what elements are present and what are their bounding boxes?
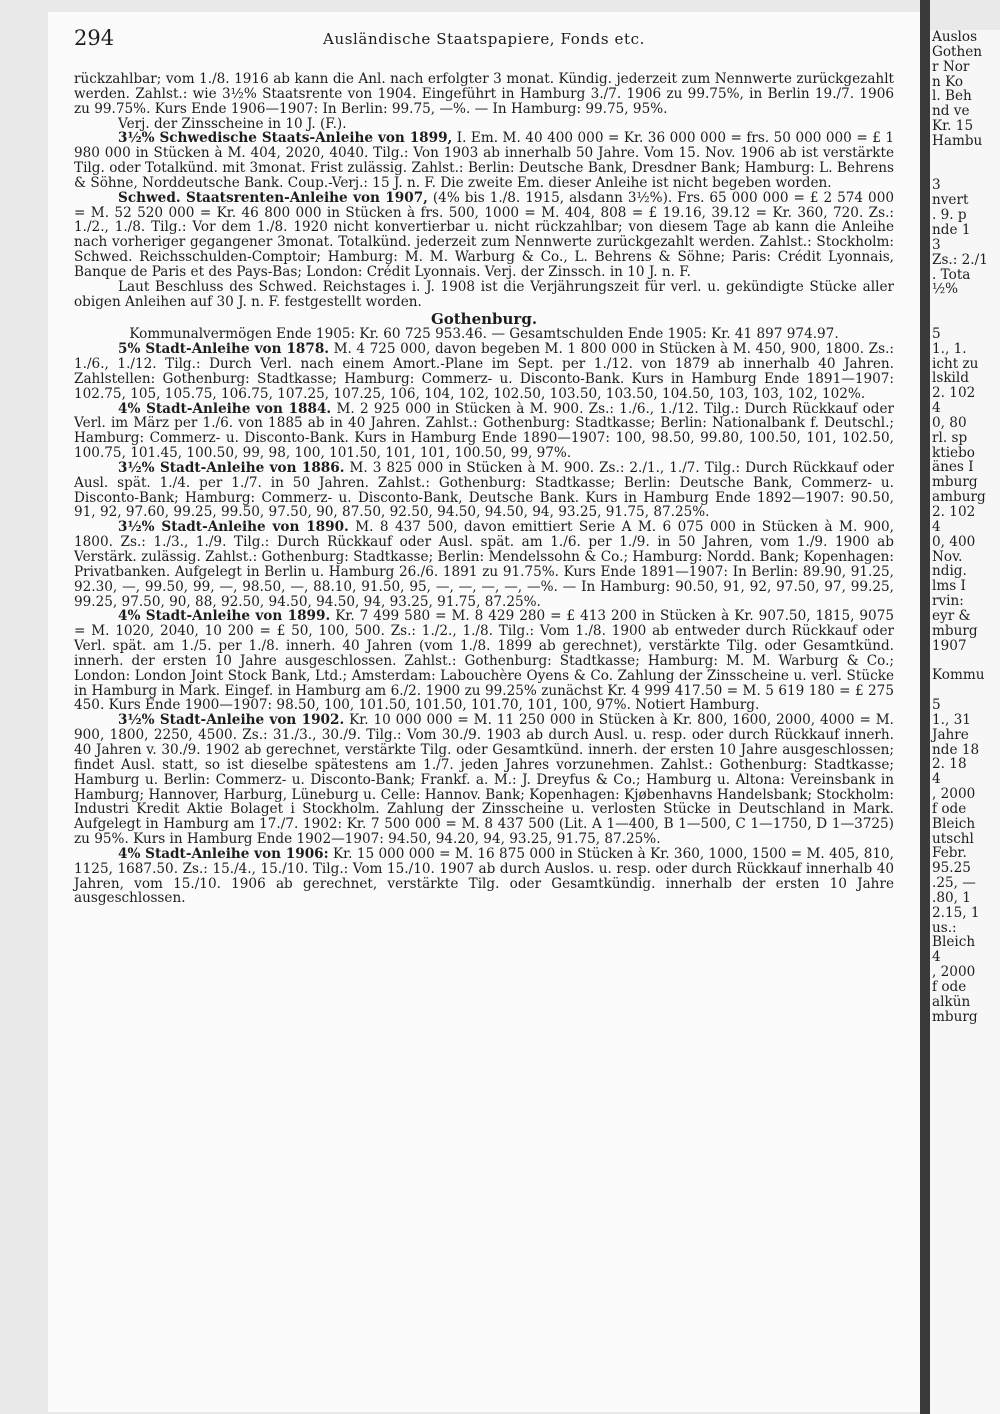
facing-page-line: [932, 149, 1000, 164]
facing-page-line: [932, 312, 1000, 327]
facing-page-line: Kr. 15: [932, 118, 974, 135]
facing-page-line: [932, 164, 1000, 179]
running-title: Ausländische Staatspapiere, Fonds etc.: [323, 30, 645, 48]
facing-page-line: 3: [932, 236, 941, 253]
facing-page-line: r Nor: [932, 58, 970, 75]
facing-page-line: 4: [932, 949, 941, 966]
facing-page-line: 5: [932, 325, 941, 342]
facing-page-line: ktiebo: [932, 444, 975, 461]
facing-page-line: 4: [932, 771, 941, 788]
paragraph-text: M. 4 725 000, davon begeben M. 1 800 000 in Stücken à M. 450, 900, 1800. Zs.: 1./6., 1./12. Tilg.: Durch Verl. nach einem Amort.-Plane im Sept. per 1./12. von 1879 ab innerhalb 40 Jahren. Zahlstellen: Gothenburg: Stadtkasse; Hamburg: Commerz- u. Disconto-Bank. Kurs in Hamburg Ende 1891—1907: 102.75, 105, 105.75, 106.75, 107.25, 107.25, 106, 104, 102, 102.50, 103.50, 103.50, 104.50, 103, 103, 102, 102%.: [74, 341, 894, 402]
paragraph-text: M. 2 925 000 in Stücken à M. 900. Zs.: 1./6., 1./12. Tilg.: Durch Rückkauf oder Verl. im März per 1./6. von 1885 ab in 40 Jahren. Zahlst.: Gothenburg: Stadtkasse; Berlin: Nationalbank f. Deutschl.; Hamburg: Commerz- u. Disconto-Bank. Kurs in Hamburg Ende 1890—1907: 100, 98.50, 99.80, 100.50, 101, 102.50, 100.75, 101.45, 100.50, 99, 98, 100, 101.50, 101, 101, 100.50, 99, 97%.: [74, 400, 894, 462]
facing-page-line: mburg: [932, 1008, 978, 1025]
bond-title: Schwed. Staatsrenten-Anleihe von 1907,: [118, 189, 428, 206]
facing-page-line: 95.25: [932, 860, 971, 877]
bond-entry: [74, 520, 894, 609]
facing-page-line: nvert: [932, 192, 969, 209]
bond-title: 4% Stadt-Anleihe von 1899.: [118, 608, 331, 625]
facing-page-line: , 2000: [932, 964, 976, 981]
facing-page-line: nd ve: [932, 103, 970, 120]
facing-page-line: ndig.: [932, 563, 967, 580]
bond-title: 4% Stadt-Anleihe von 1884.: [118, 400, 332, 417]
paragraph-text: Kr. 7 499 580 = M. 8 429 280 = £ 413 200 in Stücken à Kr. 907.50, 1815, 9075 = M. 1020, 2040, 10 200 = £ 50, 100, 500. Zs.: 1./2., 1./8. Tilg.: Vom 1./8. 1900 ab entweder durch Rückkauf oder Verl. spät. am 1./5. per 1./8. innerh. 40 Jahren (vom 1./8. 1899 ab gerechnet), verstärkte Tilg. oder Gesamtkünd. innerh. der ersten 10 Jahre ausgeschlossen. Zahlst.: Gothenburg: Stadtkasse; Hamburg: M. M. Warburg & Co.; London: London Joint Stock Bank, Ltd.; Amsterdam: Labouchère Oyens & Co. Zahlung der Zinsscheine u. verl. Stücke in Hamburg in Mark. Eingef. in Hamburg am 6./2. 1900 zu 99.25% zunächst Kr. 4 999 417.50 = M. 5 619 180 = £ 275 450. Kurs Ende 1900—1907: 98.50, 100, 101.50, 101.50, 101.70, 101, 100, 97%. Notiert Hamburg.: [74, 608, 895, 714]
facing-page-line: Jahre: [932, 726, 969, 743]
page-number: 294: [74, 26, 115, 50]
facing-page-line: 1., 31: [932, 711, 971, 728]
facing-page-line: nde 18: [932, 741, 980, 758]
facing-page-line: 1907: [932, 637, 967, 654]
page-gutter: [920, 0, 930, 1414]
bond-entry: [74, 402, 894, 461]
facing-page-line: Bleich: [932, 815, 976, 832]
facing-page-line: 4: [932, 518, 941, 535]
facing-page-line: . Tota: [932, 266, 971, 283]
bond-title: 3½% Stadt-Anleihe von 1902.: [118, 712, 345, 729]
facing-page-line: Gothen: [932, 43, 983, 60]
paragraph: [74, 117, 894, 132]
facing-page-line: Auslos: [932, 30, 978, 45]
paragraph-text: Kr. 15 000 000 = M. 16 875 000 in Stücken à Kr. 360, 1000, 1500 = M. 405, 810, 1125, 1687.50. Zs.: 15./4., 15./10. Tilg.: Vom 15./10. 1907 ab durch Auslos. u. resp. oder durch Rückkauf innerhalb 40 Jahren, vom 15./10. 1906 ab gerechnet, verstärkte Tilg. oder Gesamtkündig. innerhalb der ersten 10 Jahre ausgeschlossen.: [74, 845, 894, 907]
facing-page-line: . 9. p: [932, 207, 967, 224]
facing-page-line: utschl: [932, 830, 974, 847]
facing-page-line: 2. 18: [932, 756, 967, 773]
facing-page-line: rl. sp: [932, 429, 968, 446]
bond-title: 5% Stadt-Anleihe von 1878.: [118, 341, 330, 358]
page-header: [74, 12, 894, 62]
facing-page-line: [932, 683, 1000, 698]
bond-entry: [74, 609, 894, 713]
body-text: [74, 72, 894, 906]
paragraph: [74, 72, 894, 117]
facing-page-line: Zs.: 2./1: [932, 251, 988, 268]
bond-entry: [74, 191, 894, 280]
facing-page-line: 2. 102: [932, 385, 976, 402]
facing-page-line: lskild: [932, 370, 969, 387]
facing-page-line: l. Beh: [932, 88, 972, 105]
paragraph-text: M. 8 437 500, davon emittiert Serie A M. 6 075 000 in Stücken à M. 900, 1800. Zs.: 1./3., 1./9. Tilg.: Durch Rückkauf oder Ausl. spät. am 1./6. per 1./9. in 50 Jahren, vom 1./9. 1900 ab Verstärk. zulässig. Zahlst.: Gothenburg: Stadtkasse; Berlin: Mendelssohn & Co.; Hamburg: Nordd. Bank; Kopenhagen: Privatbanken. Aufgelegt in Berlin u. Hamburg 26./6. 1891 zu 91.75%. Kurs Ende 1891—1907: In Berlin: 89.90, 91.25, 92.30, —, 99.50, 99, —, 98.50, —, 88.10, 91.50, 95, —, —, —, —, —%. — In Hamburg: 90.50, 91, 92, 97.50, 97, 99.25, 99.25, 97.50, 90, 88, 92.50, 94.50, 94.50, 94, 93.25, 91.75, 87.25%.: [74, 519, 894, 610]
facing-page-line: 4: [932, 400, 941, 417]
bond-entry: [74, 713, 894, 847]
facing-page-line: mburg: [932, 474, 978, 491]
facing-page-line: Febr.: [932, 845, 967, 862]
facing-page-line: Kommu: [932, 667, 985, 684]
bond-entry: [74, 131, 894, 190]
facing-page-line: f ode: [932, 979, 967, 995]
bond-title: 3½% Schwedische Staats-Anleihe von 1899,: [118, 130, 453, 147]
bond-entry: [74, 342, 894, 401]
facing-page-line: .80, 1: [932, 889, 971, 906]
facing-page-line: 3: [932, 177, 941, 194]
facing-page-line: nde 1: [932, 221, 971, 238]
facing-page-line: Nov.: [932, 548, 963, 565]
facing-page-line: alkün: [932, 993, 971, 1010]
facing-page-line: 1., 1.: [932, 340, 967, 357]
paragraph-text: Verj. der Zinsscheine in 10 J. (F.).: [118, 115, 347, 132]
bond-entry: [74, 461, 894, 520]
facing-page-line: .25, —: [932, 875, 976, 892]
facing-page-line: lms I: [932, 578, 966, 595]
paragraph-text: Kr. 10 000 000 = M. 11 250 000 in Stücken à Kr. 800, 1600, 2000, 4000 = M. 900, 1800, 2250, 4500. Zs.: 31./3., 30./9. Tilg.: Vom 30./9. 1903 ab durch Ausl. u. resp. oder durch Rückkauf innerh. 40 Jahren v. 30./9. 1902 ab gerechnet, verstärkte Tilg. oder Gesamtkünd. innerh. der ersten 10 Jahre ausgeschlossen; findet Ausl. statt, so ist dieselbe spätestens am 1./7. jeden Jahres vorzunehmen. Zahlst.: Gothenburg: Stadtkasse; Hamburg u. Berlin: Commerz- u. Disconto-Bank; Frankf. a. M.: J. Dreyfus & Co.; Hamburg u. Altona: Vereinsbank in Hamburg; Hannover, Harburg, Lüneburg u. Celle: Hannov. Bank; Kopenhagen: Kjøbenhavns Handelsbank; Stockholm: Industri Kredit Aktie Bolaget i Stockholm. Zahlung der Zinsscheine u. verlosten Stücke in Deutschland in Mark. Aufgelegt in Hamburg am 17./7. 1902: Kr. 7 500 000 = M. 8 437 500 (Lit. A 1—400, B 1—500, C 1—1750, D 1—3725) zu 95%. Kurs in Hamburg Ende 1902—1907: 94.50, 94.20, 94, 93.25, 91.75, 87.25%.: [74, 712, 894, 848]
section-heading: Gothenburg.: [430, 309, 538, 328]
facing-page-line: mburg: [932, 622, 978, 639]
facing-page-line: amburg: [932, 489, 986, 506]
facing-page-line: 2. 102: [932, 504, 976, 520]
section-summary: Kommunalvermögen Ende 1905: Kr. 60 725 953.46. — Gesamtschulden Ende 1905: Kr. 41 897 974.97.: [129, 326, 839, 343]
paragraph: [74, 280, 894, 310]
bond-title: 3½% Stadt-Anleihe von 1890.: [118, 519, 349, 536]
paragraph-text: M. 3 825 000 in Stücken à M. 900. Zs.: 2./1., 1./7. Tilg.: Durch Rückkauf oder Ausl. spät. 1./4. per 1./7. in 50 Jahren. Zahlst.: Gothenburg: Stadtkasse; Berlin: Deutsche Bank, Commerz- u. Disconto-Bank; Hamburg: Commerz- u. Disconto-Bank, Deutsche Bank. Kurs in Hamburg Ende 1892—1907: 90.50, 91, 92, 97.60, 99.25, 99.50, 97.50, 90, 87.50, 92.50, 94.50, 94.50, 94, 93.25, 91.75, 87.25%.: [74, 459, 895, 521]
bond-title: 4% Stadt-Anleihe von 1906:: [118, 845, 329, 862]
facing-page-line: 5: [932, 696, 941, 713]
facing-page-line: , 2000: [932, 786, 976, 803]
paragraph-text: Laut Beschluss des Schwed. Reichstages i. J. 1908 ist die Verjährungszeit für verl. u. gekündigte Stücke aller obigen Anleihen auf 30 J. n. F. festgestellt worden.: [74, 278, 894, 310]
paragraph-text: rückzahlbar; vom 1./8. 1916 ab kann die Anl. nach erfolgter 3 monat. Kündig. jederzeit zum Nennwerte zurückgezahlt werden. Zahlst.: wie 3½% Staatsrente von 1904. Eingeführt in Hamburg 3./7. 1906 zu 99.75%, in Berlin 19./7. 1906 zu 99.75%. Kurs Ende 1906—1907: In Berlin: 99.75, —%. — In Hamburg: 99.75, 95%.: [74, 71, 894, 117]
facing-page-fragment: [930, 30, 1000, 1414]
facing-page-line: [932, 297, 1000, 312]
bond-entry: [74, 847, 894, 906]
facing-page-line: n Ko: [932, 73, 964, 90]
paragraph-text: (4% bis 1./8. 1915, alsdann 3½%). Frs. 65 000 000 = £ 2 574 000 = M. 52 520 000 = Kr. 46 800 000 in Stücken à frs. 500, 1000 = M. 404, 808 = £ 19.16, 39.12 = Kr. 360, 720. Zs.: 1./2., 1./8. Tilg.: Vor dem 1./8. 1920 nicht konvertierbar u. nicht rückzahlbar; von diesem Tage ab kann die Anleihe nach vorheriger gegangener 3monat. Totalkünd. jederzeit zum Nennwerte zurückgezahlt werden. Zahlst.: Stockholm: Schwed. Reichsschulden-Comptoir; Hamburg: M. M. Warburg & Co., L. Behrens & Söhne; Paris: Crédit Lyonnais, Banque de Paris et des Pays-Bas; London: Crédit Lyonnais. Verj. der Zinssch. in 10 J. n. F.: [74, 189, 894, 280]
facing-page-line: icht zu: [932, 355, 979, 372]
facing-page-line: eyr &: [932, 607, 971, 624]
paragraph-text: I. Em. M. 40 400 000 = Kr. 36 000 000 = frs. 50 000 000 = £ 1 980 000 in Stücken à M. 404, 2020, 4040. Tilg.: Von 1903 ab innerhalb 50 Jahre. Vom 15. Nov. 1906 ab ist verstärkte Tilg. oder Totalkünd. mit 3monat. Frist zulässig. Zahlst.: Berlin: Deutsche Bank, Dresdner Bank; Hamburg: L. Behrens & Söhne, Norddeutsche Bank. Coup.-Verj.: 15 J. n. F. Die zweite Em. dieser Anleihe ist nicht begeben worden.: [74, 130, 894, 191]
facing-page-line: Bleich: [932, 934, 976, 951]
facing-page-line: ½%: [932, 281, 959, 298]
facing-page-line: Hambu: [932, 132, 983, 149]
facing-page-line: [932, 653, 1000, 668]
bond-title: 3½% Stadt-Anleihe von 1886.: [118, 459, 345, 476]
facing-page-line: f ode: [932, 800, 967, 817]
facing-page-line: 0, 400: [932, 533, 976, 550]
facing-page-line: us.:: [932, 919, 957, 936]
facing-page-line: änes I: [932, 459, 974, 476]
book-page: [48, 12, 920, 1412]
facing-page-line: rvin:: [932, 593, 964, 610]
facing-page-line: 2.15, 1: [932, 904, 980, 921]
facing-page-line: 0, 80: [932, 414, 967, 431]
